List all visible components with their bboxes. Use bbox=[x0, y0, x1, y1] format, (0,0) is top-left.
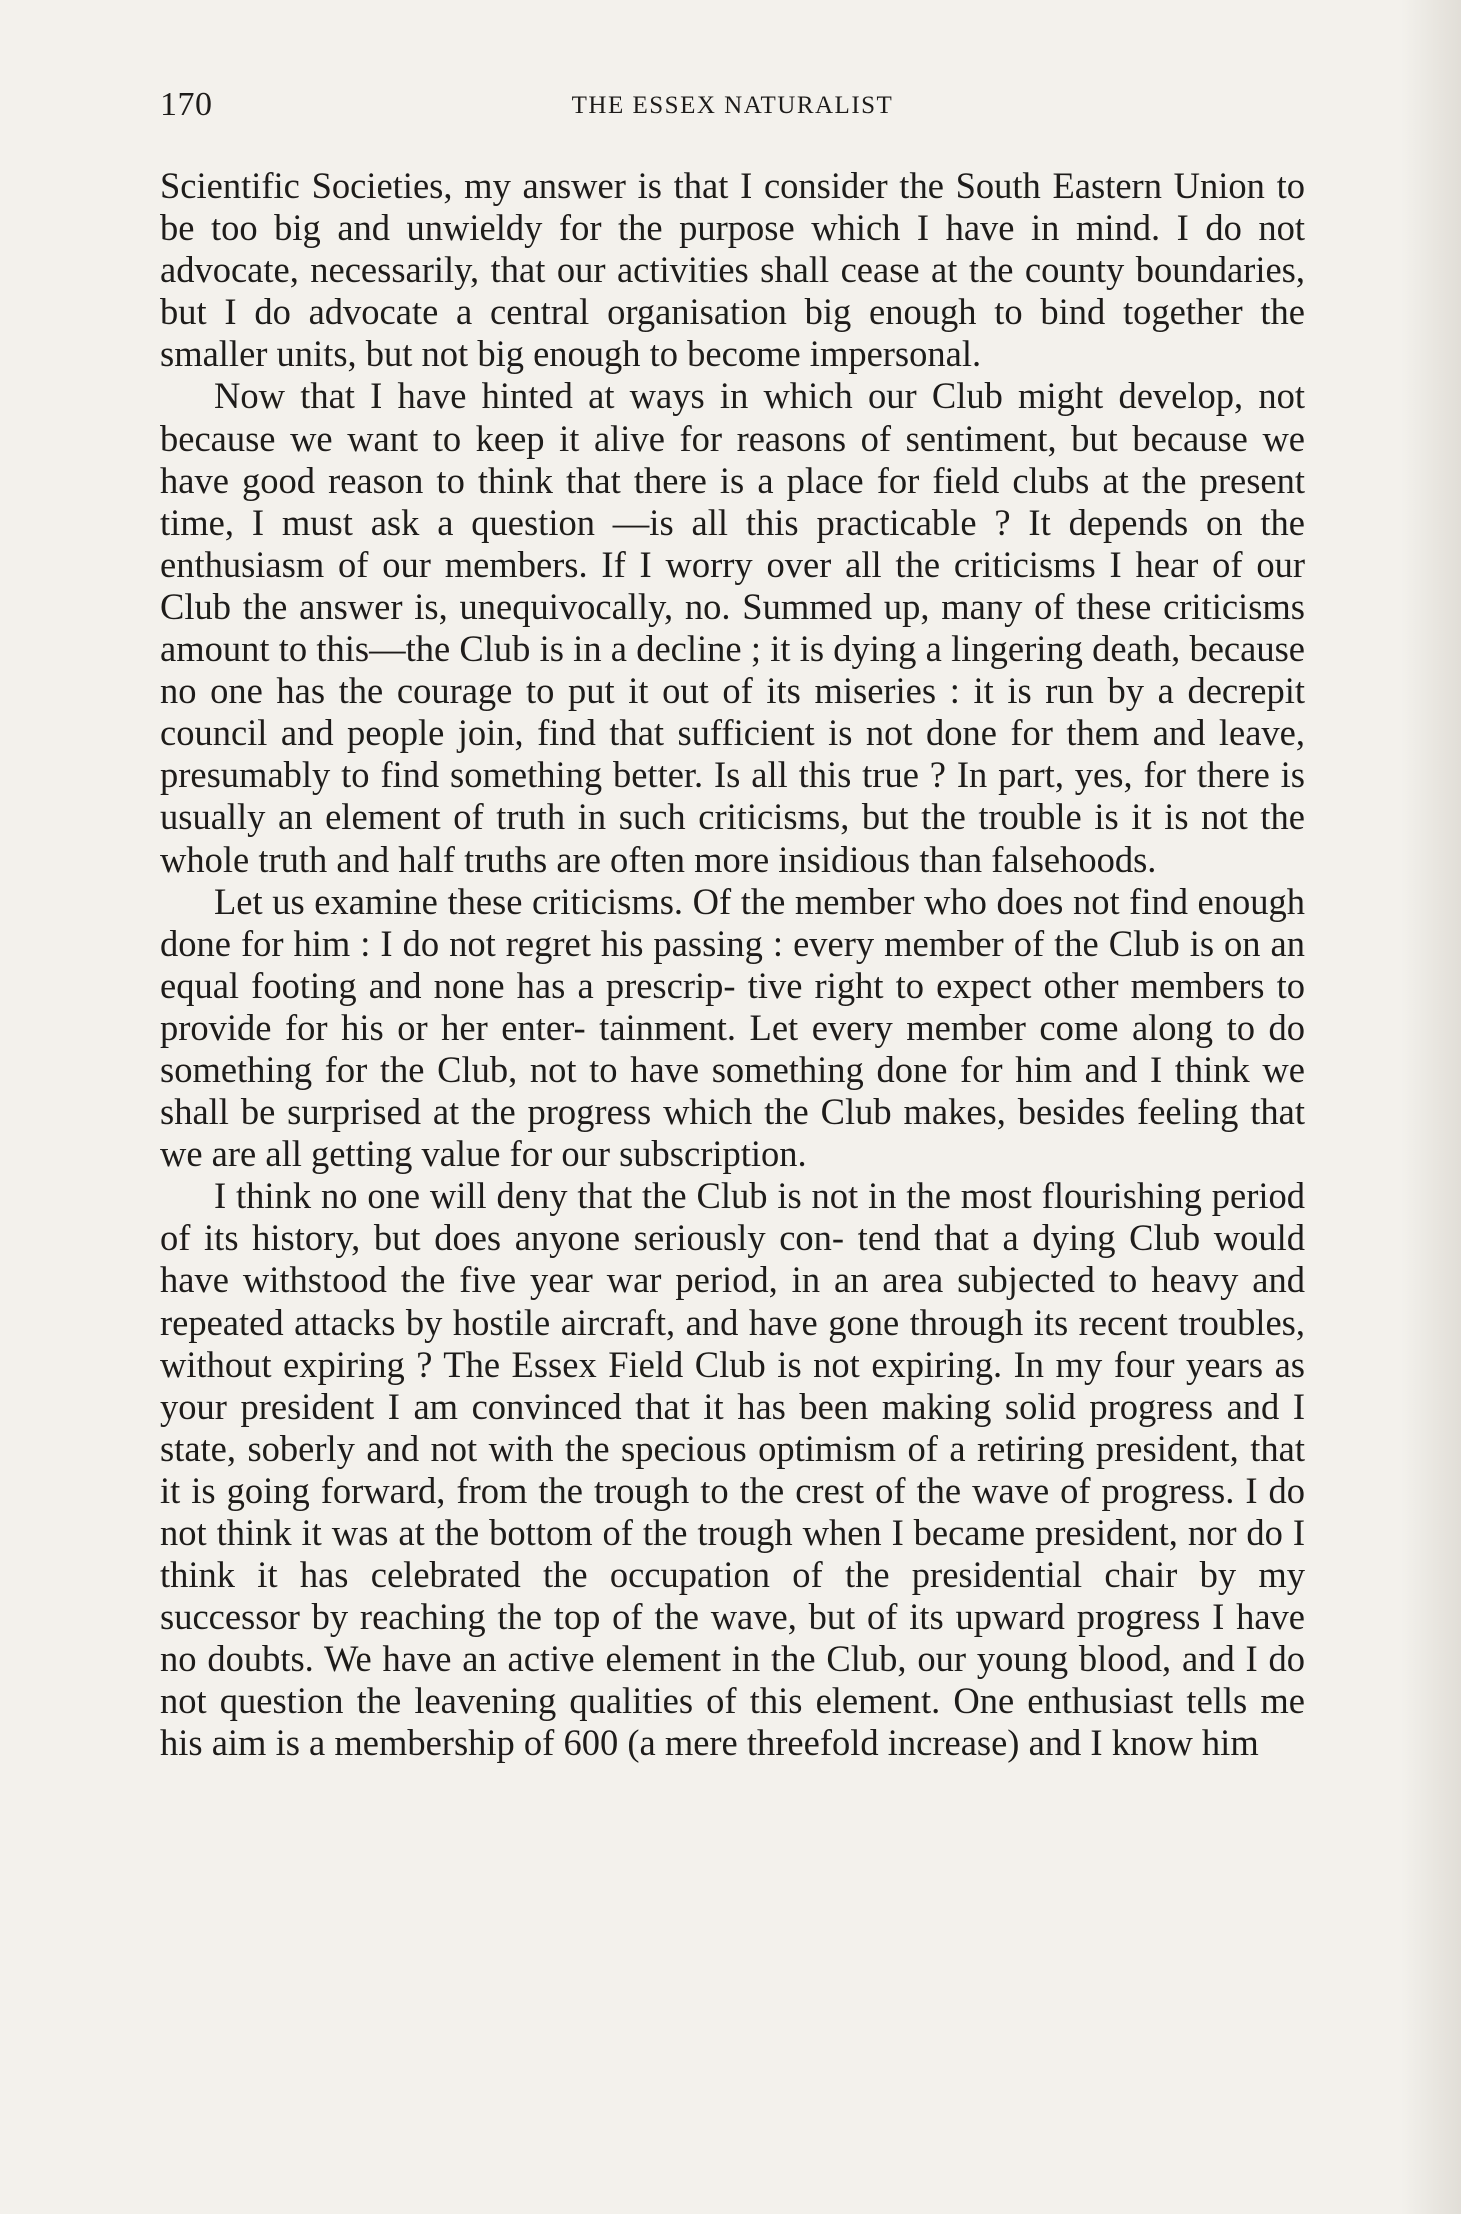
body-text bbox=[160, 165, 1305, 1765]
running-title: THE ESSEX NATURALIST bbox=[571, 92, 894, 119]
page-edge-shadow bbox=[1401, 0, 1461, 2214]
paragraph-practicability: Now that I have hinted at ways in which our Club might develop, not because we want to keep it alive for reasons of sentiment, but because we have good reason to think that there is a place for field clubs at the present time, I must ask a question —is all this practicable ? It depends on the enthusiasm of our members. If I worry over all the criticisms I hear of our Club the answer is, unequivocally, no. Summed up, many of these criticisms amount to this—the Club is in a decline ; it is dying a lingering death, because no one has the courage to put it out of its miseries : it is run by a decrepit council and people join, find that sufficient is not done for them and leave, presumably to find something better. Is all this true ? In part, yes, for there is usually an element of truth in such criticisms, but the trouble is it is not the whole truth and half truths are often more insidious than falsehoods. bbox=[160, 375, 1305, 880]
paragraph-examine-criticisms: Let us examine these criticisms. Of the member who does not find enough done for him : I do not regret his passing : every member of the Club is on an equal footing and none has a prescrip- tive right to expect other members to provide for his or her enter- tainment. Let every member come along to do something for the Club, not to have something done for him and I think we shall be surprised at the progress which the Club makes, besides feeling that we are all getting value for our subscription. bbox=[160, 880, 1305, 1175]
page-header bbox=[160, 86, 1305, 136]
paragraph-club-progress: I think no one will deny that the Club is not in the most flourishing period of its history, but does anyone seriously con- tend that a dying Club would have withstood the five year war period, in an area subjected to heavy and repeated attacks by hostile aircraft, and have gone through its recent troubles, without expiring ? The Essex Field Club is not expiring. In my four years as your president I am convinced that it has been making solid progress and I state, soberly and not with the specious optimism of a retiring president, that it is going forward, from the trough to the crest of the wave of progress. I do not think it was at the bottom of the trough when I became president, nor do I think it has celebrated the occupation of the presidential chair by my successor by reaching the top of the wave, but of its upward progress I have no doubts. We have an active element in the Club, our young blood, and I do not question the leavening qualities of this element. One enthusiast tells me his aim is a membership of 600 (a mere threefold increase) and I know him bbox=[160, 1175, 1305, 1764]
paragraph-continued: Scientific Societies, my answer is that I consider the South Eastern Union to be too big and unwieldy for the purpose which I have in mind. I do not advocate, necessarily, that our activities shall cease at the county boundaries, but I do advocate a central organisation big enough to bind together the smaller units, but not big enough to become impersonal. bbox=[160, 165, 1305, 375]
page-number: 170 bbox=[160, 86, 213, 123]
